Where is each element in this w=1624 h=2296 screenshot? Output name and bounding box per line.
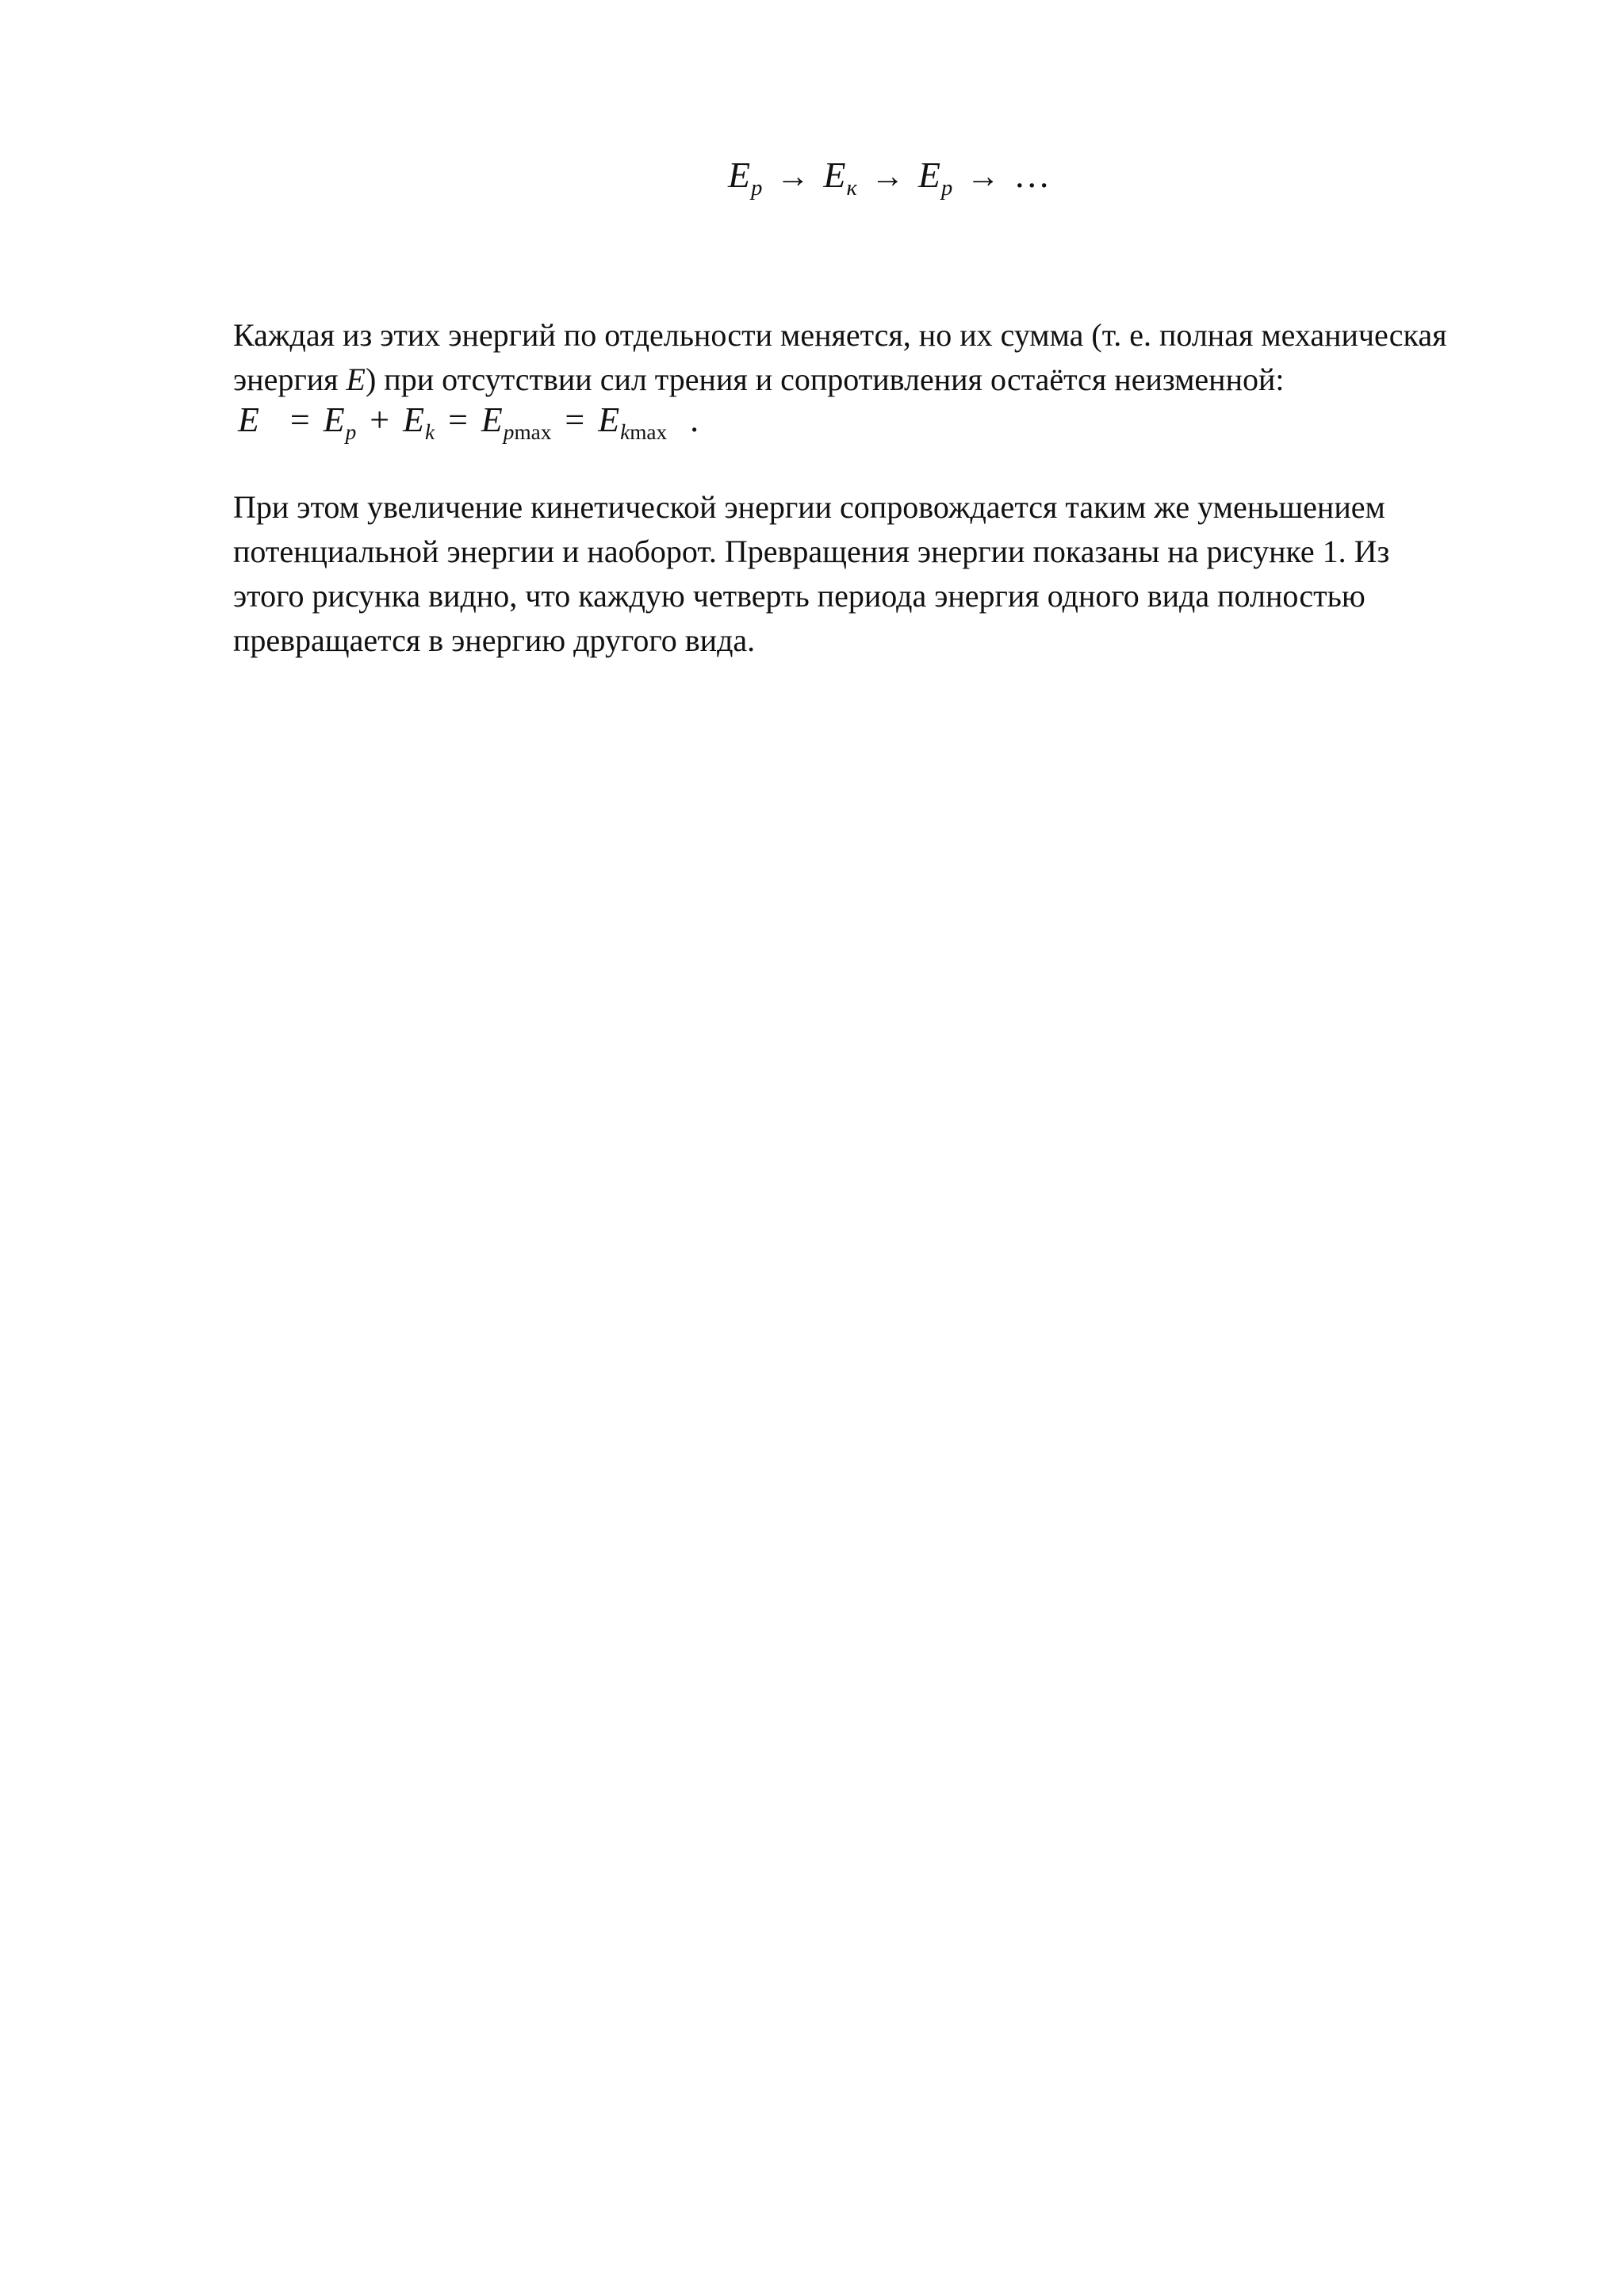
paragraph-1-variable-e: E [346, 362, 366, 397]
equation-term-4-sub-word: max [630, 419, 668, 444]
paragraph-2-line-3: этого рисунка видно, что каждую четверть периода энергия одного вида полностью [233, 578, 1365, 614]
equation-period: . [690, 400, 699, 439]
chain-term-3-base: E [917, 155, 940, 195]
chain-arrow-3: → [966, 159, 1000, 195]
paragraph-energy-conversion [233, 485, 1518, 663]
equation-equals-3: = [565, 400, 585, 439]
chain-term-2-base: E [823, 155, 846, 195]
equation-plus: + [370, 400, 390, 439]
paragraph-1-line-2-pre: энергия [233, 362, 347, 397]
equation-term-4-sub [620, 420, 667, 444]
paragraph-1-line-1: Каждая из этих энергий по отдельности меняется, но их сумма (т. е. полная механическая [233, 317, 1447, 353]
equation-term-3-base: E [481, 400, 503, 439]
chain-arrow-2: → [871, 159, 905, 195]
chain-term-3-sub: p [940, 175, 953, 201]
equation-term-3-sub [504, 420, 552, 444]
paragraph-2-line-1: При этом увеличение кинетической энергии сопровождается таким же уменьшением [233, 489, 1385, 525]
chain-term-1-base: E [728, 155, 751, 195]
chain-ellipsis: … [1013, 155, 1051, 195]
equation-term-1-base: E [323, 400, 345, 439]
equation-term-2-base: E [403, 400, 424, 439]
chain-term-2-sub: к [846, 175, 857, 201]
paragraph-1-line-2-post: ) при отсутствии сил трения и сопротивления остаётся неизменной: [365, 362, 1285, 397]
energy-transformation-chain [728, 155, 1051, 201]
equation-term-4-base: E [598, 400, 620, 439]
chain-term-1-sub: p [751, 175, 763, 201]
total-energy-equation [238, 400, 699, 444]
equation-term-3-sub-word: max [514, 419, 552, 444]
paragraph-energy-sum [233, 313, 1518, 402]
equation-term-2-sub: k [424, 419, 435, 444]
equation-lhs: E [238, 400, 259, 439]
equation-term-3-sub-var: p [503, 419, 515, 444]
paragraph-1-line-2 [233, 358, 1518, 402]
paragraph-2-line-2: потенциальной энергии и наоборот. Превращения энергии показаны на рисунке 1. Из [233, 534, 1390, 569]
equation-equals-1: = [289, 400, 310, 439]
equation-term-4-sub-var: k [620, 419, 630, 444]
paragraph-2-line-4: превращается в энергию другого вида. [233, 622, 756, 658]
equation-term-1-sub: p [345, 419, 357, 444]
equation-equals-2: = [448, 400, 468, 439]
chain-arrow-1: → [776, 159, 810, 195]
